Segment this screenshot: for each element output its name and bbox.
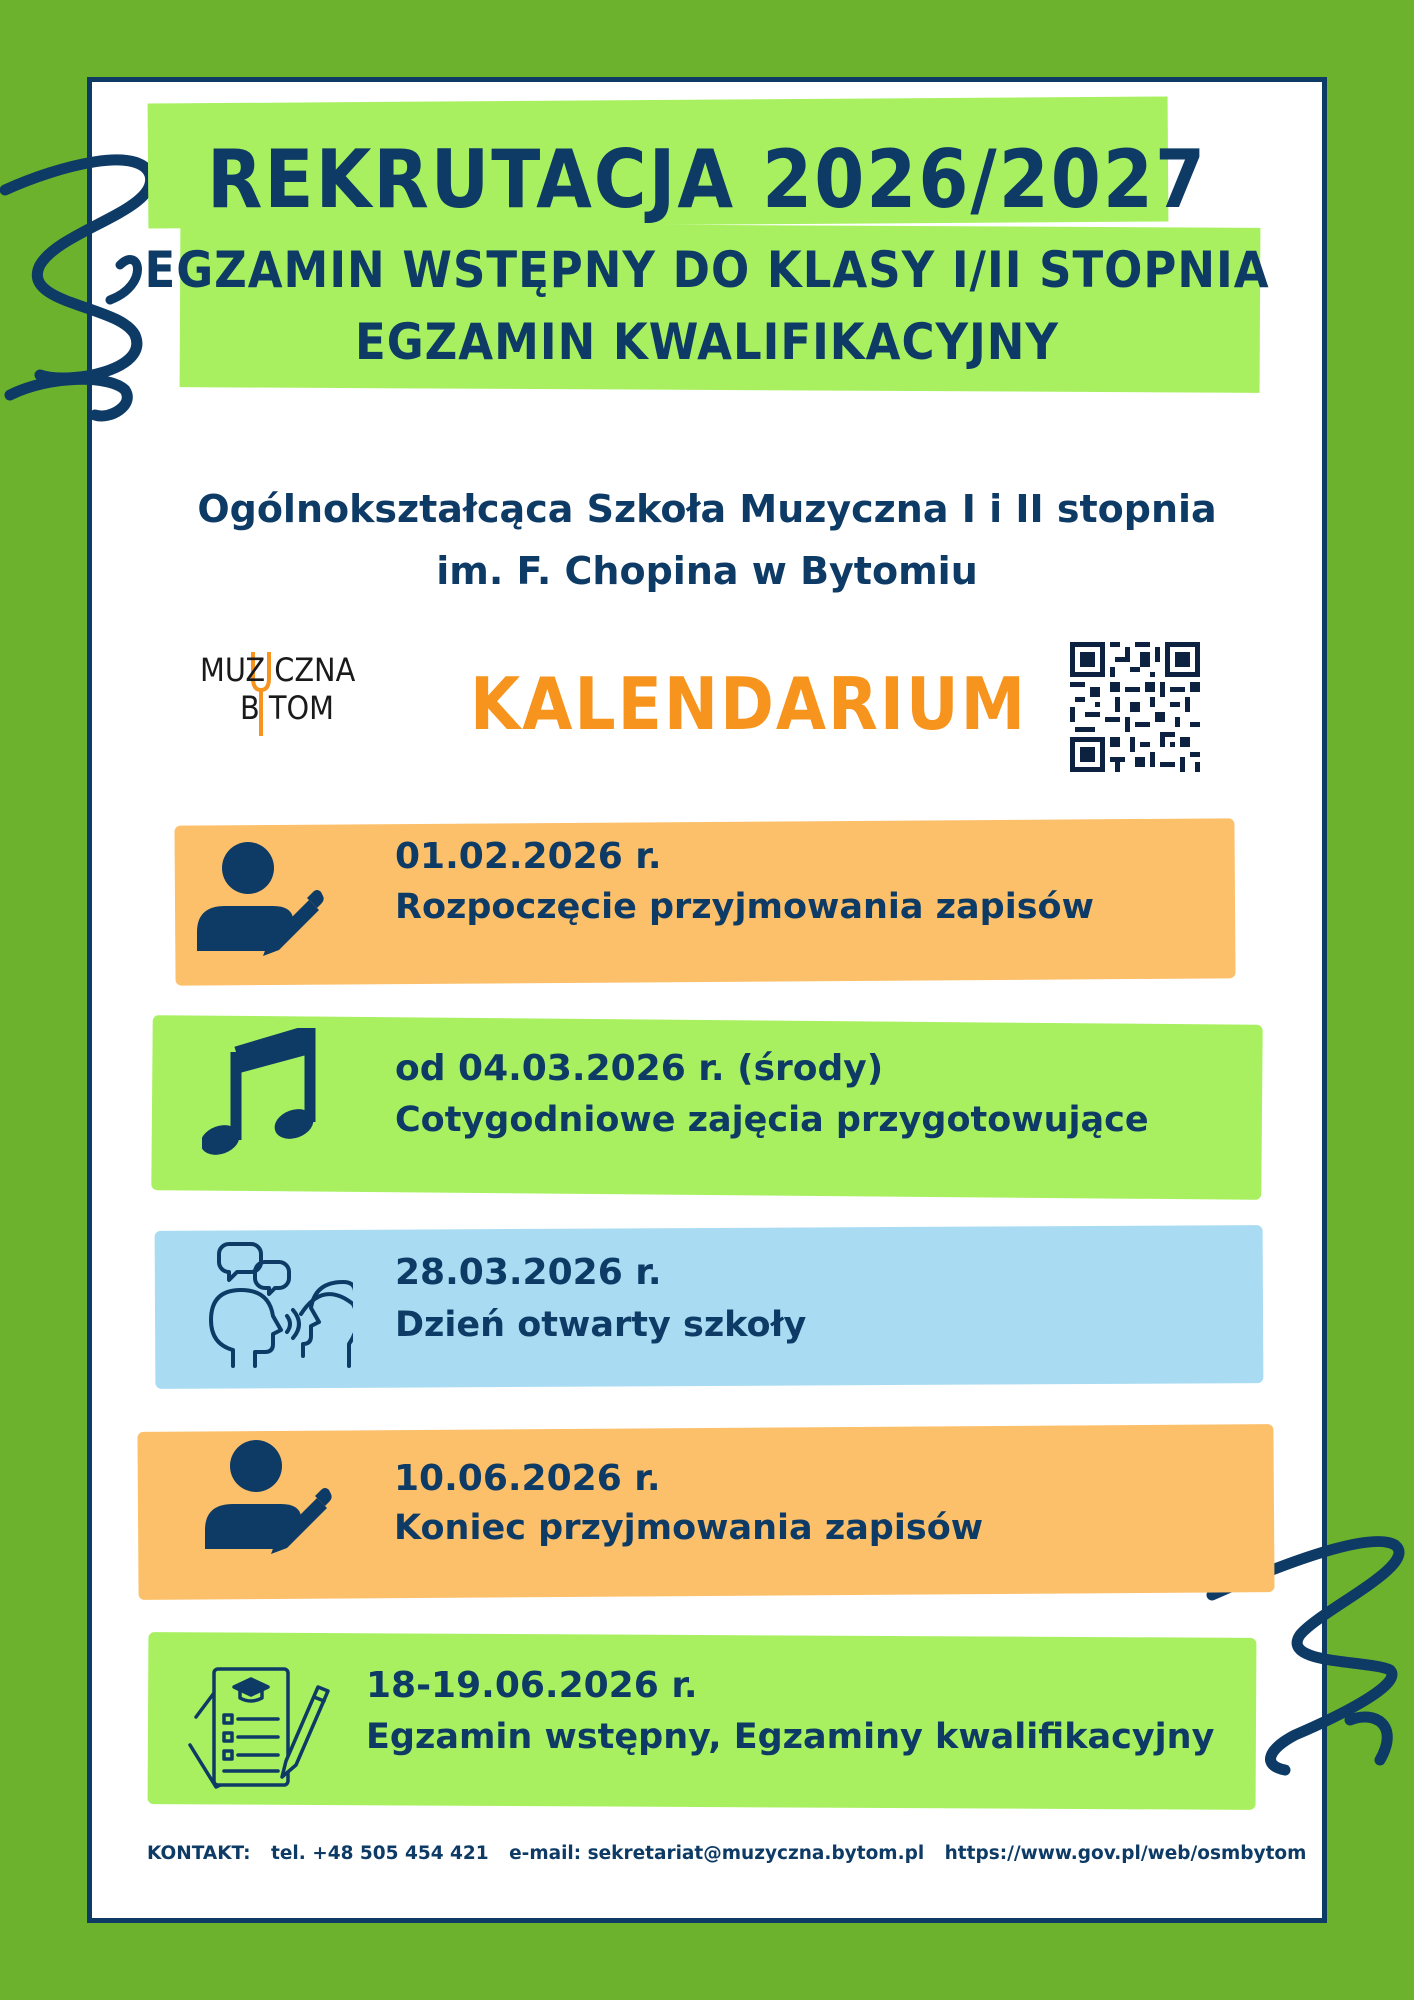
event-row-4 xyxy=(138,1428,1274,1596)
event-date: od 04.03.2026 r. (środy) xyxy=(395,1048,884,1089)
event-row-1 xyxy=(175,822,1235,982)
logo-line-2: B TOM xyxy=(240,689,334,727)
qr-code-icon[interactable] xyxy=(1070,642,1200,772)
event-description: Koniec przyjmowania zapisów xyxy=(394,1508,984,1548)
event-description: Dzień otwarty szkoły xyxy=(395,1305,807,1345)
contact-url[interactable]: https://www.gov.pl/web/osmbytom xyxy=(944,1843,1307,1864)
page-subtitle-1: EGZAMIN WSTĘPNY DO KLASY I/II STOPNIA xyxy=(144,241,1270,299)
event-description: Rozpoczęcie przyjmowania zapisów xyxy=(395,887,1094,927)
talking-heads-icon xyxy=(203,1236,353,1386)
contact-footer xyxy=(147,1843,1307,1864)
event-description: Cotygodniowe zajęcia przygotowujące xyxy=(395,1100,1149,1140)
contact-label: KONTAKT: xyxy=(147,1843,251,1864)
contact-email[interactable]: e-mail: sekretariat@muzyczna.bytom.pl xyxy=(509,1843,925,1864)
contact-phone[interactable]: tel. +48 505 454 421 xyxy=(271,1843,489,1864)
event-date: 01.02.2026 r. xyxy=(395,836,662,877)
person-pencil-icon xyxy=(203,1434,333,1564)
logo-line-1: MUZ CZNA xyxy=(200,651,356,689)
school-name-line-1: Ogólnokształcąca Szkoła Muzyczna I i II stopnia xyxy=(197,487,1217,531)
event-date: 10.06.2026 r. xyxy=(394,1458,661,1499)
school-name-line-2: im. F. Chopina w Bytomiu xyxy=(436,549,978,593)
event-date: 28.03.2026 r. xyxy=(395,1252,662,1293)
page-title: REKRUTACJA 2026/2027 xyxy=(206,133,1208,226)
person-pencil-icon xyxy=(195,836,325,966)
event-row-5 xyxy=(148,1635,1256,1807)
exam-sheet-icon xyxy=(186,1657,331,1797)
music-note-icon xyxy=(202,1028,322,1158)
school-logo xyxy=(198,650,358,730)
event-date: 18-19.06.2026 r. xyxy=(366,1665,698,1706)
event-row-3 xyxy=(155,1228,1263,1386)
section-title: KALENDARIUM xyxy=(470,662,1028,746)
event-row-2 xyxy=(152,1020,1262,1195)
event-description: Egzamin wstępny, Egzaminy kwalifikacyjny xyxy=(366,1717,1215,1757)
page-subtitle-2: EGZAMIN KWALIFIKACYJNY xyxy=(355,313,1059,371)
